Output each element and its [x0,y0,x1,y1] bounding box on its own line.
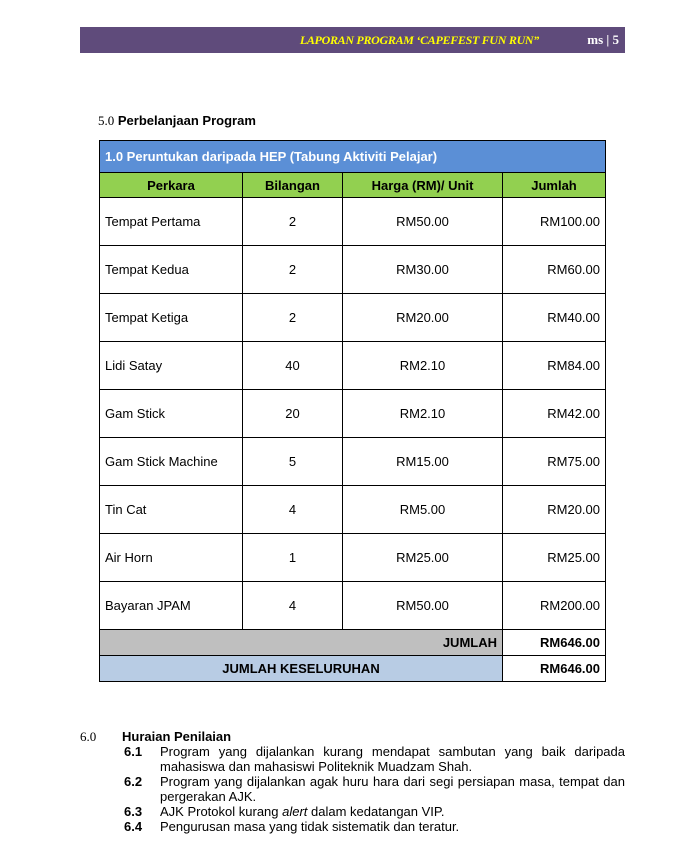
section-number: 6.0 [80,729,97,744]
table-cell: 2 [243,198,343,246]
table-row [100,438,606,486]
page-header [80,27,625,53]
col-header: Perkara [100,173,243,198]
table-row [100,534,606,582]
table-cell: 4 [243,486,343,534]
table-row [100,486,606,534]
table-cell: RM60.00 [503,246,606,294]
grand-total-label: JUMLAH KESELURUHAN [100,656,503,682]
table-cell: Lidi Satay [100,342,243,390]
table-cell: 5 [243,438,343,486]
total-value: RM646.00 [503,630,606,656]
grand-total-value: RM646.00 [503,656,606,682]
list-item: 6.2 Program yang dijalankan agak huru hara dari segi persiapan masa, tempat dan pergerakan AJK. [124,774,625,804]
table-cell: Bayaran JPAM [100,582,243,630]
page-number: ms | 5 [587,32,619,47]
list-item: 6.1 Program yang dijalankan kurang mendapat sambutan yang baik daripada mahasiswa dan mahasiswi Politeknik Muadzam Shah. [124,744,625,774]
table-cell: 1 [243,534,343,582]
header-title: LAPORAN PROGRAM ‘CAPEFEST FUN RUN” [299,33,539,47]
table-cell: Tempat Kedua [100,246,243,294]
table-cell: RM40.00 [503,294,606,342]
section-5-heading [98,113,256,129]
table-row [100,246,606,294]
section-6 [80,729,625,834]
table-cell: 20 [243,390,343,438]
table-cell: RM25.00 [503,534,606,582]
table-cell: RM5.00 [343,486,503,534]
col-header: Harga (RM)/ Unit [343,173,503,198]
col-header: Jumlah [503,173,606,198]
table-cell: RM15.00 [343,438,503,486]
table-row [100,198,606,246]
table-cell: 2 [243,294,343,342]
col-header: Bilangan [243,173,343,198]
section-title: Perbelanjaan Program [117,113,256,128]
table-cell: Tempat Ketiga [100,294,243,342]
table-cell: RM20.00 [503,486,606,534]
table-cell: RM200.00 [503,582,606,630]
table-cell: RM25.00 [343,534,503,582]
expense-table [99,140,606,682]
list-item: 6.3 AJK Protokol kurang alert dalam kedatangan VIP. [124,804,445,819]
list-item: 6.4 Pengurusan masa yang tidak sistematik dan teratur. [124,819,460,834]
section-number: 5.0 [98,113,115,128]
table-cell: RM2.10 [343,390,503,438]
table-row [100,390,606,438]
table-title: 1.0 Peruntukan daripada HEP (Tabung Aktiviti Pelajar) [100,141,606,173]
table-cell: 40 [243,342,343,390]
table-cell: 2 [243,246,343,294]
table-row [100,582,606,630]
table-cell: RM84.00 [503,342,606,390]
table-cell: Air Horn [100,534,243,582]
section-title: Huraian Penilaian [122,729,232,744]
table-cell: RM30.00 [343,246,503,294]
table-row [100,342,606,390]
table-cell: RM75.00 [503,438,606,486]
table-cell: Gam Stick [100,390,243,438]
table-cell: RM20.00 [343,294,503,342]
table-cell: Gam Stick Machine [100,438,243,486]
table-cell: RM2.10 [343,342,503,390]
table-cell: 4 [243,582,343,630]
table-cell: RM50.00 [343,582,503,630]
total-label: JUMLAH [100,630,503,656]
table-cell: Tempat Pertama [100,198,243,246]
table-cell: Tin Cat [100,486,243,534]
table-cell: RM50.00 [343,198,503,246]
table-row [100,294,606,342]
table-cell: RM42.00 [503,390,606,438]
table-cell: RM100.00 [503,198,606,246]
